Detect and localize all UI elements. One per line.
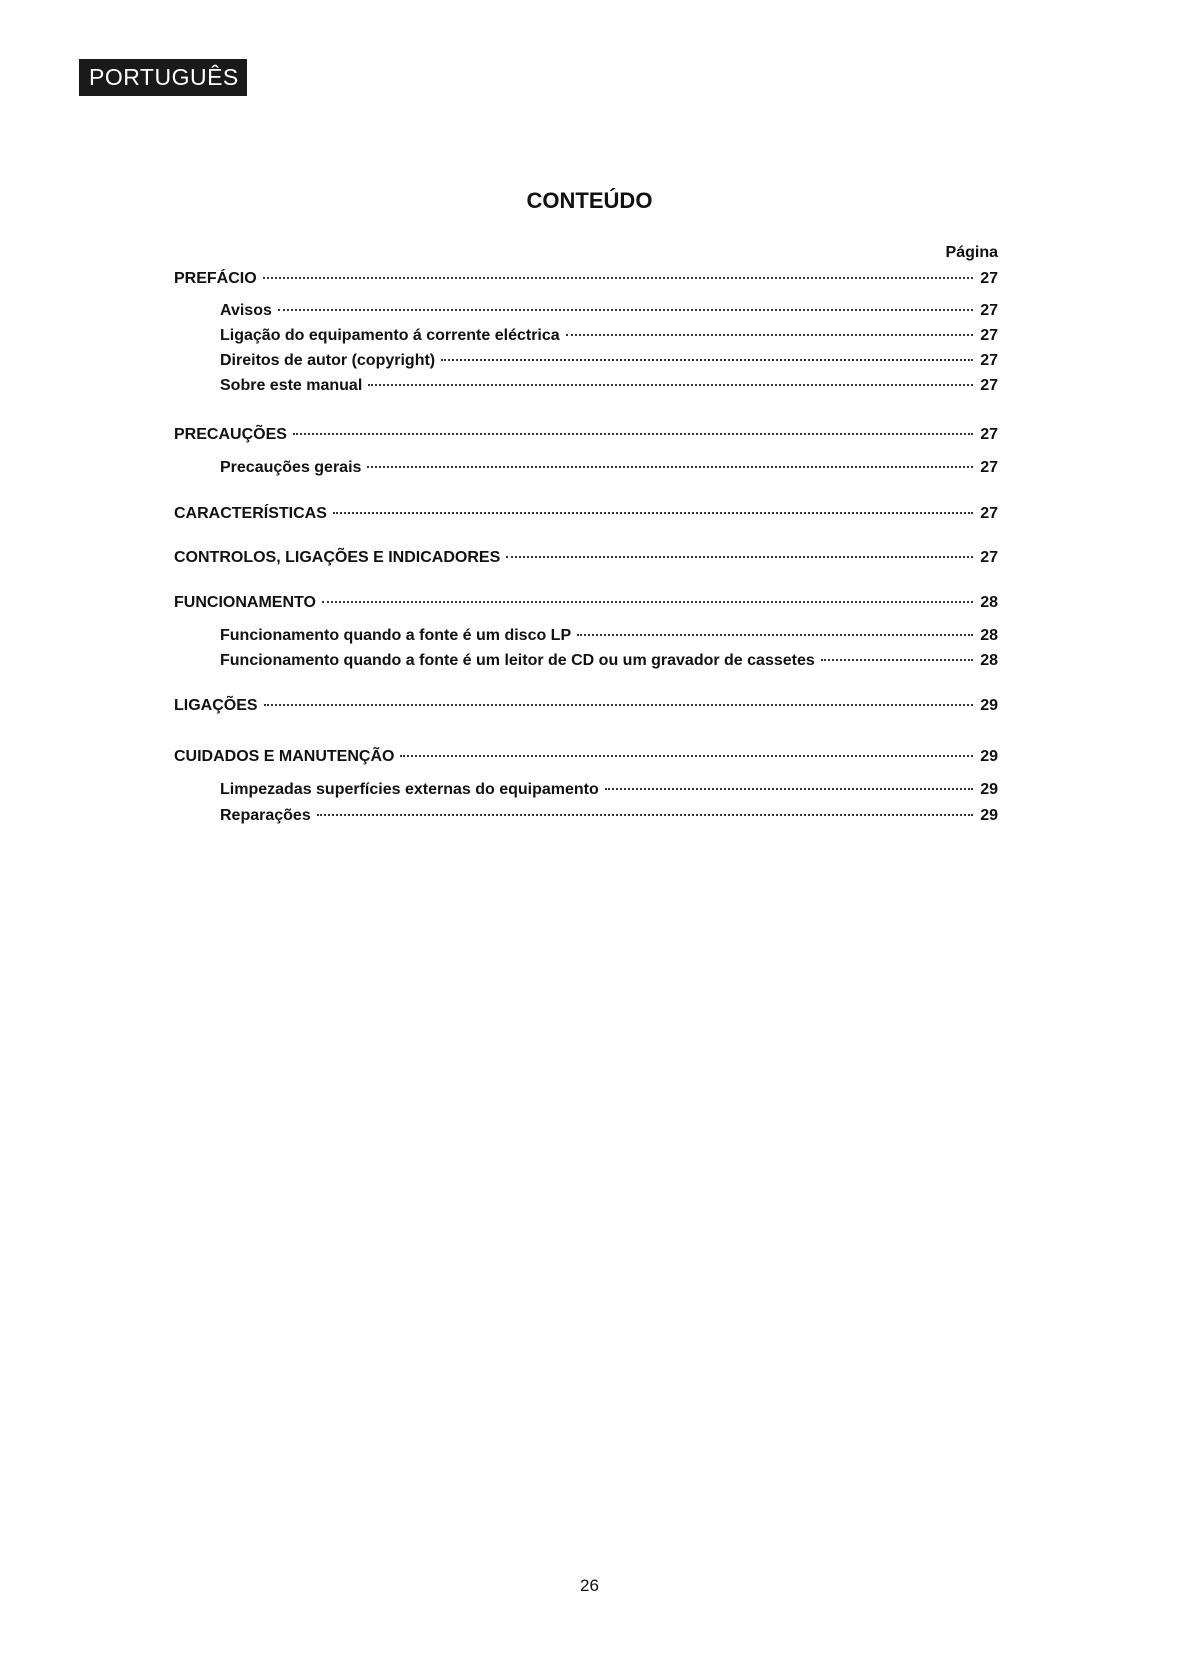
toc-item-reparacoes[interactable] <box>220 806 998 826</box>
dot-leader <box>368 384 973 386</box>
toc-section-precaucoes[interactable] <box>174 425 998 445</box>
toc-label: Reparações <box>220 807 311 824</box>
toc-label: CONTROLOS, LIGAÇÕES E INDICADORES <box>174 549 501 566</box>
dot-leader <box>264 704 973 706</box>
dot-leader <box>317 814 973 816</box>
page-title: CONTEÚDO <box>526 188 653 213</box>
toc-label: CARACTERÍSTICAS <box>174 505 327 522</box>
toc-label: Avisos <box>220 302 272 319</box>
toc-label: Sobre este manual <box>220 377 363 394</box>
dot-leader <box>333 512 973 514</box>
toc-item-sobre-manual[interactable] <box>220 376 998 396</box>
toc-page-number: 27 <box>980 426 998 443</box>
toc-label: FUNCIONAMENTO <box>174 594 316 611</box>
dot-leader <box>441 359 973 361</box>
toc-section-funcionamento[interactable] <box>174 593 998 613</box>
toc-page-number: 28 <box>980 627 998 644</box>
toc-label: PREFÁCIO <box>174 270 257 287</box>
toc-page-number: 27 <box>980 459 998 476</box>
toc-item-funcionamento-lp[interactable] <box>220 626 998 646</box>
toc-page-number: 29 <box>980 781 998 798</box>
toc-label: Limpezadas superfícies externas do equipamento <box>220 781 599 798</box>
toc-section-prefacio[interactable] <box>174 269 998 289</box>
page-column-header: Página <box>945 244 998 261</box>
dot-leader <box>577 634 973 636</box>
toc-page-number: 27 <box>980 377 998 394</box>
toc-item-limpeza[interactable] <box>220 780 998 800</box>
toc-item-ligacao-corrente[interactable] <box>220 326 998 346</box>
toc-page-number: 29 <box>980 697 998 714</box>
toc-item-funcionamento-cd[interactable] <box>220 651 998 671</box>
dot-leader <box>278 309 973 311</box>
toc-label: Direitos de autor (copyright) <box>220 352 436 369</box>
toc-page-number: 27 <box>980 270 998 287</box>
table-of-contents <box>174 243 998 824</box>
toc-label: Ligação do equipamento á corrente eléctrica <box>220 327 560 344</box>
dot-leader <box>605 788 973 790</box>
toc-page-number: 27 <box>980 549 998 566</box>
dot-leader <box>821 659 973 661</box>
toc-section-cuidados[interactable] <box>174 747 998 767</box>
toc-page-number: 27 <box>980 302 998 319</box>
toc-page-number: 27 <box>980 327 998 344</box>
dot-leader <box>367 466 973 468</box>
toc-label: Funcionamento quando a fonte é um disco LP <box>220 627 572 644</box>
page-number: 26 <box>580 1576 599 1595</box>
toc-section-caracteristicas[interactable] <box>174 504 998 524</box>
toc-section-ligacoes[interactable] <box>174 696 998 716</box>
toc-label: Precauções gerais <box>220 459 362 476</box>
toc-page-number: 27 <box>980 352 998 369</box>
toc-page-number: 27 <box>980 505 998 522</box>
dot-leader <box>322 601 973 603</box>
language-badge: PORTUGUÊS <box>79 59 247 96</box>
toc-label: PRECAUÇÕES <box>174 426 287 443</box>
dot-leader <box>506 556 973 558</box>
toc-item-precaucoes-gerais[interactable] <box>220 458 998 478</box>
toc-page-number: 29 <box>980 807 998 824</box>
dot-leader <box>263 277 973 279</box>
dot-leader <box>566 334 973 336</box>
toc-label: CUIDADOS E MANUTENÇÃO <box>174 748 395 765</box>
toc-section-controlos[interactable] <box>174 548 998 568</box>
dot-leader <box>293 433 973 435</box>
toc-label: LIGAÇÕES <box>174 697 258 714</box>
toc-label: Funcionamento quando a fonte é um leitor de CD ou um gravador de cassetes <box>220 652 815 669</box>
toc-page-number: 28 <box>980 594 998 611</box>
dot-leader <box>400 755 973 757</box>
toc-item-direitos-autor[interactable] <box>220 351 998 371</box>
toc-page-number: 29 <box>980 748 998 765</box>
toc-page-number: 28 <box>980 652 998 669</box>
toc-item-avisos[interactable] <box>220 301 998 321</box>
